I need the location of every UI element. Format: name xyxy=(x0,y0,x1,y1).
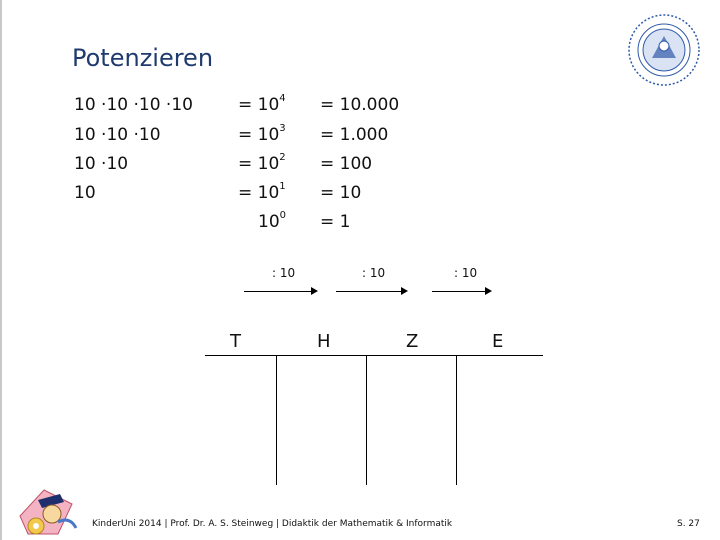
place-value-column-divider-2 xyxy=(366,355,367,485)
division-arrow-2-line xyxy=(336,291,402,292)
power-base: = 10 xyxy=(238,125,280,145)
equation-row-1-product: 10 ·10 ·10 ·10 xyxy=(74,95,193,115)
power-exponent: 0 xyxy=(279,210,287,222)
division-arrow-2-head xyxy=(401,287,408,295)
university-seal-logo xyxy=(626,12,702,88)
power-base: = 10 xyxy=(238,183,280,203)
place-value-header-e: E xyxy=(492,331,504,352)
equation-row-5-result: = 1 xyxy=(320,212,351,232)
place-value-header-h: H xyxy=(317,331,331,352)
equation-row-4-product: 10 xyxy=(74,183,96,203)
division-label-3: : 10 xyxy=(454,266,478,280)
equation-row-1-power xyxy=(238,95,286,115)
equation-row-4-power xyxy=(238,183,286,203)
equation-row-3-product: 10 ·10 xyxy=(74,154,129,174)
mascot-graduation-icon xyxy=(14,486,86,538)
power-base: 10 xyxy=(258,212,280,232)
power-exponent: 4 xyxy=(279,93,286,105)
place-value-header-rule xyxy=(205,355,543,356)
division-arrow-1-head xyxy=(311,287,318,295)
equation-row-3-result: = 100 xyxy=(320,154,373,174)
equation-row-2-product: 10 ·10 ·10 xyxy=(74,125,161,145)
slide-title: Potenzieren xyxy=(72,44,214,72)
power-exponent: 3 xyxy=(279,123,286,135)
power-exponent: 1 xyxy=(279,181,286,193)
equation-row-2-result: = 1.000 xyxy=(320,125,389,145)
place-value-column-divider-3 xyxy=(456,355,457,485)
slide-left-border xyxy=(0,0,2,540)
division-label-1: : 10 xyxy=(272,266,296,280)
place-value-column-divider-1 xyxy=(276,355,277,485)
division-arrow-3-head xyxy=(485,287,492,295)
equation-row-4-result: = 10 xyxy=(320,183,362,203)
division-arrow-3-line xyxy=(432,291,486,292)
page-number: S. 27 xyxy=(677,519,700,529)
division-arrow-1-line xyxy=(244,291,312,292)
equation-row-3-power xyxy=(238,154,286,174)
power-base: = 10 xyxy=(238,95,280,115)
footer-text: KinderUni 2014 | Prof. Dr. A. S. Steinweg | Didaktik der Mathematik & Informatik xyxy=(92,519,453,529)
equation-row-5-power xyxy=(258,212,286,232)
equation-row-2-power xyxy=(238,125,286,145)
division-label-2: : 10 xyxy=(362,266,386,280)
equation-row-1-result: = 10.000 xyxy=(320,95,400,115)
power-exponent: 2 xyxy=(279,152,286,164)
place-value-header-t: T xyxy=(230,331,241,352)
place-value-header-z: Z xyxy=(406,331,419,352)
power-base: = 10 xyxy=(238,154,280,174)
